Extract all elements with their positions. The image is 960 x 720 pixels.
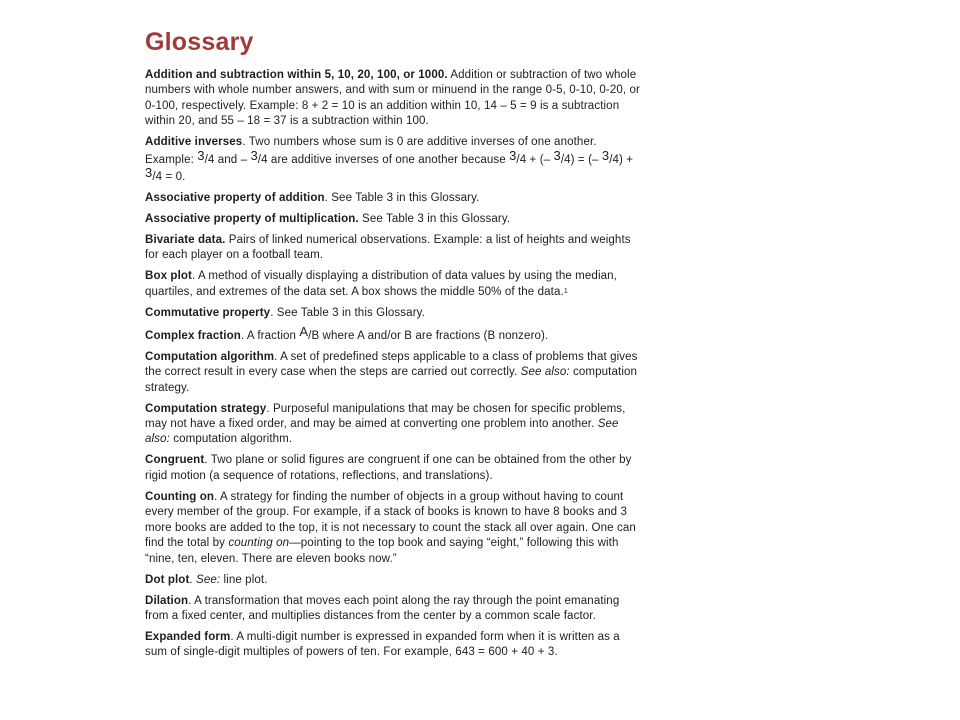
fraction-numerator: 3 bbox=[601, 147, 610, 163]
glossary-term: Dilation bbox=[145, 594, 189, 607]
glossary-term: Complex fraction bbox=[145, 329, 241, 342]
glossary-definition: /4 + (– bbox=[516, 153, 554, 166]
glossary-entry bbox=[145, 402, 640, 448]
glossary-definition: See Table 3 in this Glossary. bbox=[358, 213, 511, 226]
glossary-entry bbox=[145, 350, 640, 396]
see-also-label: See also: bbox=[145, 418, 619, 446]
glossary-entry bbox=[145, 135, 640, 185]
glossary-definition: Addition or subtraction of two whole numbers with whole number answers, and with sum or minuend in the range 0-5, 0-10, 0-20, or 0-100, respectively. Example: 8 + 2 = 10 is an addition within 10, 14 – 5 = 9 is a subtraction within 20, and 55 – 18 = 37 is a subtraction within 100. bbox=[145, 69, 640, 128]
glossary-definition: /4 = 0. bbox=[152, 171, 186, 184]
glossary-definition: /4) = (– bbox=[560, 153, 602, 166]
glossary-entry bbox=[145, 68, 640, 130]
glossary-term: Counting on bbox=[145, 490, 215, 503]
glossary-entry bbox=[145, 630, 640, 661]
glossary-definition: /4 and – bbox=[204, 153, 251, 166]
glossary-definition: /B where A and/or B are fractions (B nonzero). bbox=[308, 329, 549, 342]
glossary-entry bbox=[145, 212, 640, 227]
footnote-marker: 1 bbox=[563, 287, 568, 295]
fraction-numerator: 3 bbox=[250, 147, 258, 163]
fraction-numerator: 3 bbox=[145, 165, 153, 181]
fraction-numerator: A bbox=[299, 323, 309, 339]
glossary-definition: /4) + bbox=[609, 153, 634, 166]
glossary-term: Congruent bbox=[145, 454, 205, 467]
glossary-definition: . A set of predefined steps applicable to a class of problems that gives the correct result in every case when the steps are carried out correctly. bbox=[145, 350, 638, 379]
glossary-term: Associative property of multiplication. bbox=[145, 213, 359, 226]
glossary-entry bbox=[145, 233, 640, 264]
glossary-entry bbox=[145, 490, 640, 567]
glossary-definition: . A multi-digit number is expressed in expanded form when it is written as a sum of single-digit multiples of powers of ten. For example, 643 = 600 + 40 + 3. bbox=[145, 630, 620, 659]
glossary-term: Dot plot bbox=[145, 573, 190, 586]
fraction-numerator: 3 bbox=[197, 147, 205, 163]
glossary-entry bbox=[145, 269, 640, 300]
fraction-numerator: 3 bbox=[553, 147, 561, 163]
glossary-term: Computation strategy bbox=[145, 402, 267, 415]
glossary-term: Box plot bbox=[145, 270, 192, 283]
glossary-entry bbox=[145, 594, 640, 625]
glossary-term: Bivariate data. bbox=[145, 234, 226, 247]
glossary-term: Expanded form bbox=[145, 630, 231, 643]
glossary-page bbox=[145, 26, 640, 666]
glossary-term: Additive inverses bbox=[145, 136, 243, 149]
italic-phrase: counting on bbox=[228, 537, 290, 550]
glossary-definition: . Purposeful manipulations that may be chosen for specific problems, may not have a fixed order, and may be aimed at converting one problem into another. bbox=[145, 402, 626, 431]
glossary-definition: . A transformation that moves each point along the ray through the point emanating from a fixed center, and multiplies distances from the center by a common scale factor. bbox=[145, 594, 620, 622]
see-label: See: bbox=[196, 573, 221, 586]
glossary-entry bbox=[145, 573, 640, 588]
see-also-target: computation algorithm. bbox=[169, 433, 293, 446]
page-title: Glossary bbox=[145, 28, 254, 56]
glossary-entry bbox=[145, 323, 640, 344]
glossary-definition: . See Table 3 in this Glossary. bbox=[270, 306, 425, 319]
glossary-entry bbox=[145, 306, 640, 321]
glossary-definition: . A strategy for finding the number of objects in a group without having to count every member of the group. For example, if a stack of books is known to have 8 books and 3 more books are added to the top, it is not necessary to count the stack all over again. One can find the total by bbox=[145, 490, 636, 550]
see-target: line plot. bbox=[220, 573, 268, 586]
glossary-definition: . See Table 3 in this Glossary. bbox=[324, 192, 480, 205]
glossary-definition: . Two numbers whose sum is 0 are additive inverses of one another. Example: bbox=[145, 136, 597, 166]
glossary-term: Associative property of addition bbox=[145, 192, 325, 205]
glossary-definition: . A fraction bbox=[240, 329, 300, 342]
glossary-definition-end: —pointing to the top book and saying “eight,” following this with “nine, ten, eleven. There are eleven books now.” bbox=[145, 537, 619, 565]
see-also-target: computation strategy. bbox=[145, 366, 638, 394]
glossary-definition: . A method of visually displaying a distribution of data values by using the median, quartiles, and extremes of the data set. A box shows the middle 50% of the data. bbox=[145, 270, 617, 298]
glossary-entry bbox=[145, 453, 640, 484]
see-also-label: See also: bbox=[520, 366, 570, 379]
fraction-numerator: 3 bbox=[509, 147, 517, 163]
glossary-term: Addition and subtraction within 5, 10, 20, 100, or 1000. bbox=[145, 69, 448, 81]
glossary-definition: /4 are additive inverses of one another because bbox=[257, 153, 510, 166]
glossary-term: Computation algorithm bbox=[145, 350, 275, 363]
glossary-entry bbox=[145, 191, 640, 206]
glossary-definition: . Two plane or solid figures are congruent if one can be obtained from the other by rigid motion (a sequence of rotations, reflections, and translations). bbox=[145, 454, 632, 482]
glossary-term: Commutative property bbox=[145, 306, 271, 319]
glossary-definition: . bbox=[189, 573, 197, 586]
glossary-definition: Pairs of linked numerical observations. Example: a list of heights and weights for each player on a football team. bbox=[145, 234, 631, 262]
